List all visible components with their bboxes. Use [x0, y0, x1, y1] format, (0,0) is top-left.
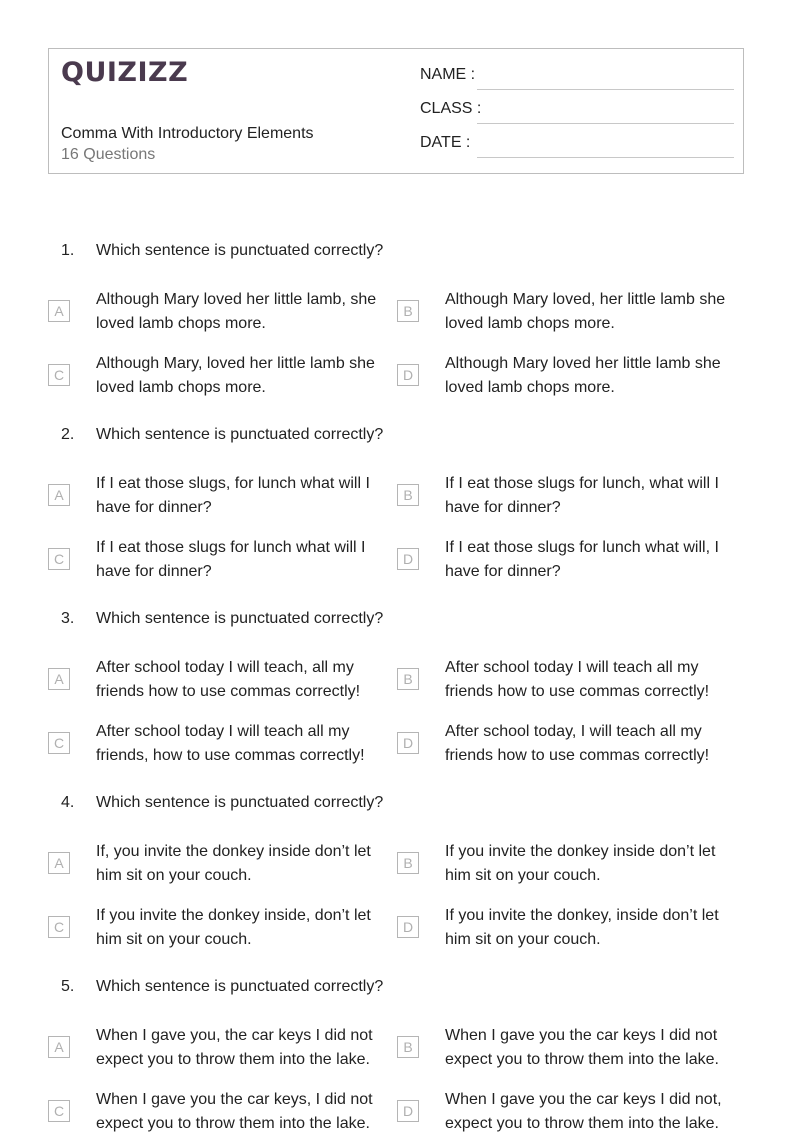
worksheet-title: Comma With Introductory Elements — [61, 125, 314, 142]
option-letter: C — [48, 548, 70, 570]
option-letter: D — [397, 732, 419, 754]
option-letter: B — [397, 852, 419, 874]
date-line[interactable] — [477, 157, 734, 158]
option-b[interactable] — [397, 840, 747, 892]
option-letter: D — [397, 548, 419, 570]
option-text: When I gave you, the car keys I did not expect you to throw them into the lake. — [96, 1027, 373, 1068]
name-label: NAME : — [420, 66, 476, 83]
option-letter: A — [48, 668, 70, 690]
option-text: When I gave you the car keys, I did not expect you to throw them into the lake. — [96, 1091, 373, 1132]
option-b[interactable] — [397, 288, 747, 340]
option-a[interactable] — [48, 288, 398, 340]
option-letter: A — [48, 484, 70, 506]
option-text: When I gave you the car keys I did not expect you to throw them into the lake. — [445, 1027, 719, 1068]
option-text: If I eat those slugs for lunch, what will I have for dinner? — [445, 475, 719, 516]
question-number: 1. — [61, 242, 75, 259]
option-text: Although Mary loved her little lamb, she loved lamb chops more. — [96, 291, 377, 332]
option-letter: D — [397, 916, 419, 938]
option-c[interactable] — [48, 1088, 398, 1140]
option-text: Although Mary loved her little lamb she loved lamb chops more. — [445, 355, 721, 396]
option-b[interactable] — [397, 472, 747, 524]
option-d[interactable] — [397, 1088, 747, 1140]
question-text: Which sentence is punctuated correctly? — [96, 610, 384, 627]
option-d[interactable] — [397, 720, 747, 772]
option-d[interactable] — [397, 904, 747, 956]
option-letter: B — [397, 668, 419, 690]
option-text: After school today I will teach all my friends, how to use commas correctly! — [96, 723, 365, 764]
option-letter: C — [48, 364, 70, 386]
option-b[interactable] — [397, 1024, 747, 1076]
option-text: If I eat those slugs for lunch what will, I have for dinner? — [445, 539, 719, 580]
option-text: After school today, I will teach all my friends how to use commas correctly! — [445, 723, 710, 764]
option-c[interactable] — [48, 536, 398, 588]
option-text: If you invite the donkey, inside don’t let him sit on your couch. — [445, 907, 719, 948]
option-letter: C — [48, 916, 70, 938]
option-c[interactable] — [48, 352, 398, 404]
question-count: 16 Questions — [61, 146, 156, 163]
option-text: If I eat those slugs for lunch what will I have for dinner? — [96, 539, 366, 580]
question-number: 4. — [61, 794, 75, 811]
option-letter: A — [48, 300, 70, 322]
option-letter: D — [397, 1100, 419, 1122]
question-text: Which sentence is punctuated correctly? — [96, 426, 384, 443]
class-line[interactable] — [477, 123, 734, 124]
option-letter: A — [48, 852, 70, 874]
class-label: CLASS : — [420, 100, 482, 117]
option-letter: D — [397, 364, 419, 386]
option-text: If you invite the donkey inside, don’t let him sit on your couch. — [96, 907, 371, 948]
option-letter: B — [397, 1036, 419, 1058]
question-number: 5. — [61, 978, 75, 995]
option-letter: C — [48, 1100, 70, 1122]
date-field[interactable] — [420, 134, 734, 158]
question-number: 3. — [61, 610, 75, 627]
option-text: If, you invite the donkey inside don’t let him sit on your couch. — [96, 843, 371, 884]
option-a[interactable] — [48, 840, 398, 892]
option-text: Although Mary loved, her little lamb she loved lamb chops more. — [445, 291, 726, 332]
option-text: After school today I will teach all my friends how to use commas correctly! — [445, 659, 710, 700]
option-text: If I eat those slugs, for lunch what will I have for dinner? — [96, 475, 370, 516]
name-field[interactable] — [420, 66, 734, 90]
option-a[interactable] — [48, 656, 398, 708]
option-c[interactable] — [48, 720, 398, 772]
name-line[interactable] — [477, 89, 734, 90]
option-letter: C — [48, 732, 70, 754]
date-label: DATE : — [420, 134, 471, 151]
option-text: Although Mary, loved her little lamb she loved lamb chops more. — [96, 355, 375, 396]
option-b[interactable] — [397, 656, 747, 708]
option-c[interactable] — [48, 904, 398, 956]
option-text: If you invite the donkey inside don’t let him sit on your couch. — [445, 843, 716, 884]
worksheet-header — [48, 48, 744, 174]
option-a[interactable] — [48, 472, 398, 524]
quizizz-logo: QUIZIZZ — [61, 57, 189, 88]
question-text: Which sentence is punctuated correctly? — [96, 242, 384, 259]
option-text: After school today I will teach, all my friends how to use commas correctly! — [96, 659, 361, 700]
class-field[interactable] — [420, 100, 734, 124]
question-text: Which sentence is punctuated correctly? — [96, 978, 384, 995]
option-text: When I gave you the car keys I did not, expect you to throw them into the lake. — [445, 1091, 722, 1132]
option-letter: A — [48, 1036, 70, 1058]
question-text: Which sentence is punctuated correctly? — [96, 794, 384, 811]
option-letter: B — [397, 300, 419, 322]
option-d[interactable] — [397, 536, 747, 588]
question-number: 2. — [61, 426, 75, 443]
option-letter: B — [397, 484, 419, 506]
option-d[interactable] — [397, 352, 747, 404]
option-a[interactable] — [48, 1024, 398, 1076]
